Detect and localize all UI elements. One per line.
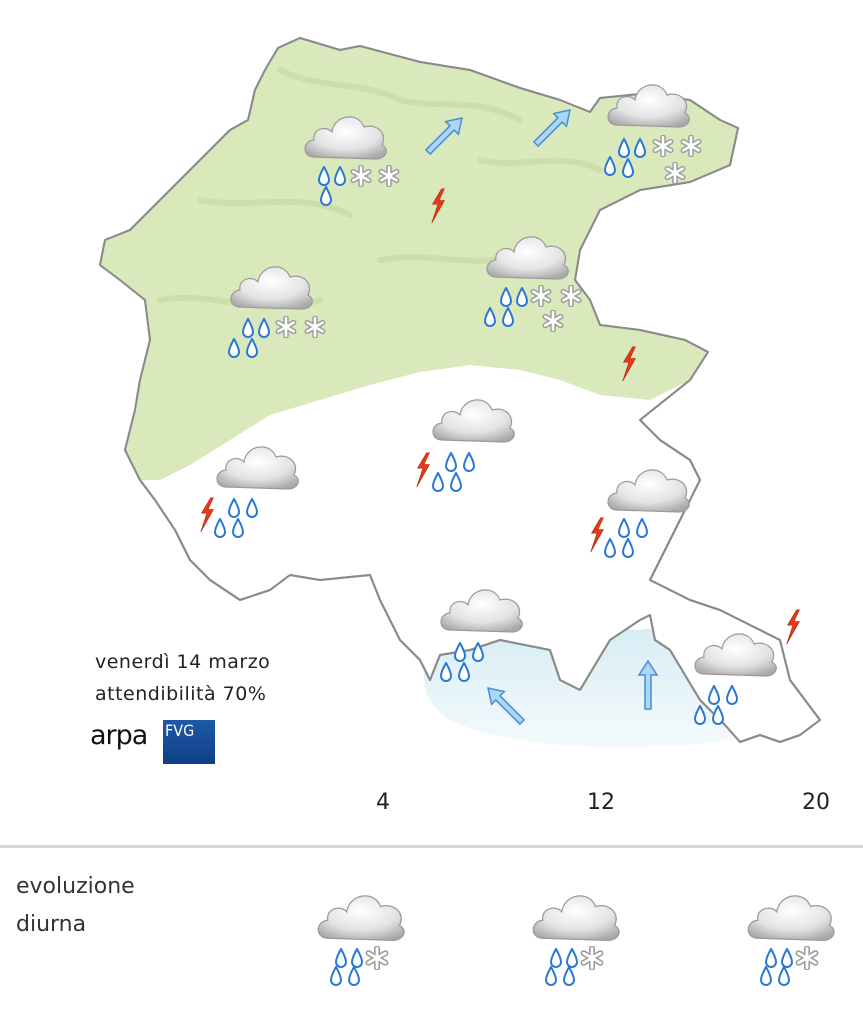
cloud-rain-snow-icon [533, 896, 619, 985]
evolution-label-line1: evoluzione [16, 874, 135, 899]
logo-fvg-text: FVG [165, 721, 195, 740]
evolution-icons [0, 850, 863, 1020]
hour-label: 12 [587, 790, 615, 815]
logo-fvg-box [163, 720, 215, 764]
arpa-fvg-logo [90, 718, 220, 764]
logo-arpa-text: arpa [90, 720, 148, 751]
forecast-reliability: attendibilità 70% [95, 683, 267, 705]
cloud-rain-snow-icon [748, 896, 834, 985]
lightning-icon [787, 610, 800, 644]
hour-label: 4 [376, 790, 390, 815]
evolution-label-line2: diurna [16, 912, 87, 937]
hour-label: 20 [802, 790, 830, 815]
forecast-date: venerdì 14 marzo [95, 651, 271, 673]
cloud-rain-snow-icon [318, 896, 404, 985]
divider [0, 845, 863, 848]
